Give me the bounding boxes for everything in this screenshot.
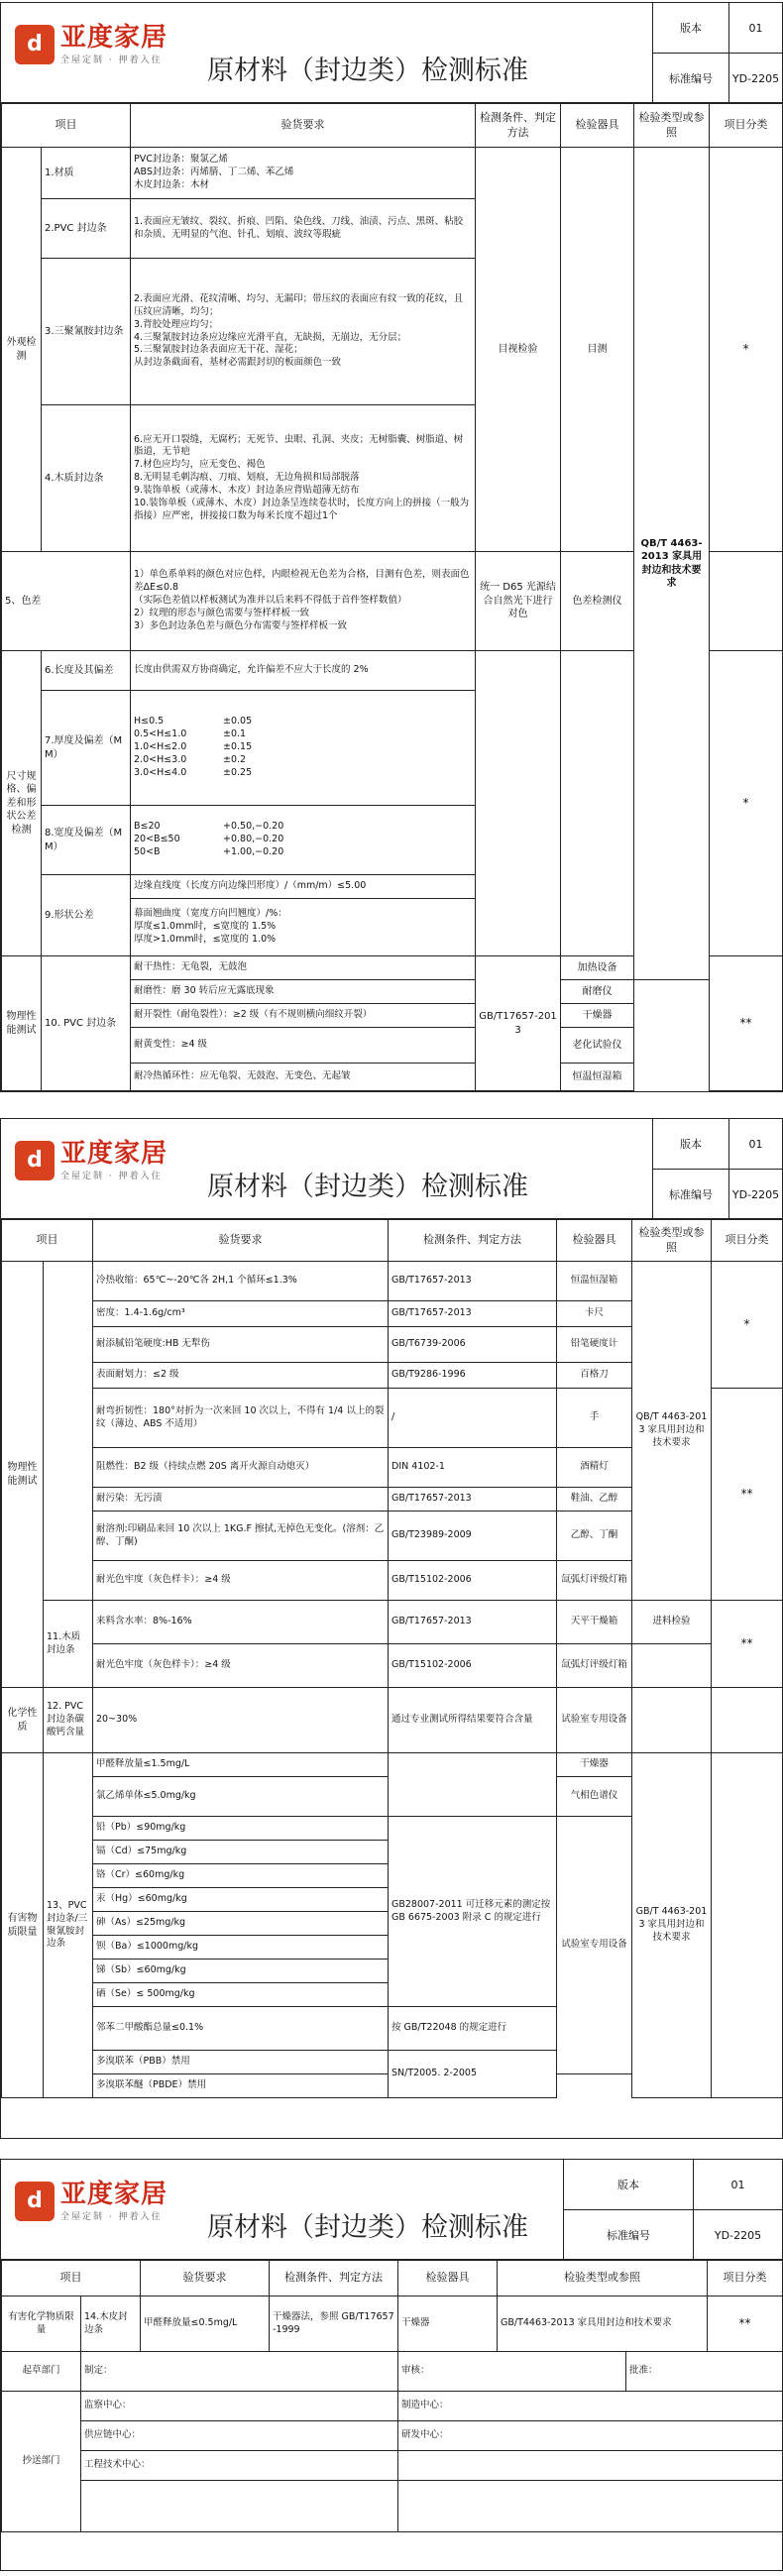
class-size: * <box>710 651 783 956</box>
req-thermal-cycle: 耐冷热循环性：应无龟裂、无鼓泡、无变色、无起皱 <box>131 1064 476 1091</box>
class-appearance: * <box>710 148 783 552</box>
table-row <box>2 1601 783 1644</box>
company-logo <box>15 2180 168 2222</box>
tolerance-line: 50<B +1.00,−0.20 <box>134 845 284 857</box>
signoff-row <box>2 2352 783 2392</box>
tool-solvent: 乙醇、丁酮 <box>557 1512 632 1561</box>
tool-formaldehyde: 干燥器 <box>557 1753 632 1777</box>
method-phthalate: 按 GB/T22048 的规定进行 <box>389 2007 557 2051</box>
tolerance-line: H≤0.5 ±0.05 <box>134 716 253 728</box>
col-header-class: 项目分类 <box>708 2261 783 2296</box>
col-header-reference: 检验类型或参照 <box>498 2261 708 2296</box>
col-header-method: 检测条件、判定方法 <box>270 2261 398 2296</box>
req-shape-edge: 边缘直线度（长度方向边缘凹形度）/（mm/m）≤5.00 <box>131 875 476 899</box>
req-veneer-formaldehyde: 甲醛释放量≤0.5mg/L <box>141 2296 270 2352</box>
tool-veneer: 干燥器 <box>398 2296 498 2352</box>
version-label: 版本 <box>653 3 729 53</box>
req-length: 长度由供需双方协商确定，允许偏差不应大于长度的 2% <box>131 651 476 691</box>
req-antimony: 锑（Sb）≤60mg/kg <box>93 1960 389 1983</box>
table-row <box>2 1262 783 1301</box>
col-header-reference: 检验类型或参照 <box>634 104 710 148</box>
item-wood: 4.木质封边条 <box>42 405 131 552</box>
document-title: 原材料（封边类）检测标准 <box>207 1172 528 1202</box>
reference-veneer: GB/T4463-2013 家具用封边和技术要求 <box>498 2296 708 2352</box>
col-header-item: 项目 <box>2 104 131 148</box>
document-title: 原材料（封边类）检测标准 <box>207 56 528 86</box>
manufacturing-center-field[interactable]: 制造中心： <box>398 2392 783 2421</box>
table-row <box>2 1644 783 1688</box>
document-title: 原材料（封边类）检测标准 <box>207 2212 528 2243</box>
supervision-center-field[interactable]: 监察中心： <box>81 2392 398 2421</box>
item-melamine: 3.三聚氰胺封边条 <box>42 259 131 405</box>
rnd-center-field[interactable]: 研发中心： <box>398 2421 783 2451</box>
tool-wear: 耐磨仪 <box>561 980 634 1004</box>
req-mercury: 汞（Hg）≤60mg/kg <box>93 1888 389 1912</box>
distribution-row <box>2 2392 783 2421</box>
version-value: 01 <box>730 2178 745 2191</box>
req-pencil: 耐添腻铅笔硬度:HB 无犁伤 <box>93 1327 389 1363</box>
req-wood-lightfast: 耐光色牢度（灰色样卡）：≥4 级 <box>93 1644 389 1688</box>
req-pbde: 多溴联苯醚（PBDE）禁用 <box>93 2074 389 2098</box>
req-scratch: 表面耐划力：≤2 级 <box>93 1363 389 1389</box>
standard-page-2 <box>0 1118 783 2139</box>
category-toxic: 有害物质限量 <box>2 1753 44 2098</box>
distribution-dept-label: 抄送部门 <box>2 2392 81 2532</box>
item-color: 5、色差 <box>2 552 131 651</box>
tool-wood-lightfast: 氙弧灯评级灯箱 <box>557 1644 632 1688</box>
standard-table-1 <box>1 103 783 1091</box>
method-pb: SN/T2005. 2-2005 <box>389 2051 557 2098</box>
col-header-class: 项目分类 <box>710 104 783 148</box>
table-header-row <box>2 104 783 148</box>
company-logo <box>15 23 168 65</box>
req-bend: 耐弯折韧性：180°对折为一次来回 10 次以上，不得有 1/4 以上的裂纹（薄边、ABS 不适用） <box>93 1389 389 1448</box>
tool-lab: 试验室专用设备 <box>557 1817 632 2074</box>
category-size: 尺寸规格、偏差和形状公差检测 <box>2 651 42 956</box>
tolerance-line: 0.5<H≤1.0 ±0.1 <box>134 728 247 740</box>
version-label: 版本 <box>653 1119 729 1169</box>
category-appearance: 外观检测 <box>2 148 42 552</box>
logo-name: 亚度家居 <box>60 2180 168 2209</box>
tool-bend: 手 <box>557 1389 632 1448</box>
item-veneer-edge: 14.木皮封边条 <box>81 2296 141 2352</box>
tool-shrink: 恒温恒湿箱 <box>557 1262 632 1301</box>
category-physical: 物理性能测试 <box>2 956 42 1091</box>
method-density: GB/T17657-2013 <box>389 1301 557 1327</box>
page-header <box>1 3 782 103</box>
standard-table-2 <box>1 1219 783 2098</box>
req-arsenic: 砷（As）≤25mg/kg <box>93 1912 389 1936</box>
req-melamine: 2.表面应光滑、花纹清晰、均匀、无漏印；带压纹的表面应有纹一致的花纹，且压纹应清晰，均匀； 3.背胶处理应均匀； 4.三聚氰胺封边条应边缘应光滑平直，无缺损，无崩边，无分层； 5.三聚氰胺封边条表面应无干花、湿花； 从封边条截面看，基材必需跟封切的板面颜色一致 <box>131 259 476 405</box>
col-header-tool: 检验器具 <box>561 104 634 148</box>
tool-calcium: 试验室专用设备 <box>557 1688 632 1753</box>
reviewed-by-field[interactable]: 审核： <box>398 2352 626 2392</box>
logo-icon: d <box>15 1141 55 1180</box>
logo-name: 亚度家居 <box>60 1139 168 1169</box>
class-veneer: ** <box>708 2296 783 2352</box>
version-value: 01 <box>748 21 763 35</box>
tool-aging: 老化试验仪 <box>561 1028 634 1064</box>
req-shrink: 冷热收缩：65℃~-20℃各 2H,1 个循环≤1.3% <box>93 1262 389 1301</box>
method-flame: DIN 4102-1 <box>389 1448 557 1488</box>
req-formaldehyde: 甲醛释放量≤1.5mg/L <box>93 1753 389 1777</box>
method-solvent: GB/T23989-2009 <box>389 1512 557 1561</box>
standard-table-3 <box>1 2260 783 2532</box>
tool-lightfast: 氙弧灯评级灯箱 <box>557 1561 632 1601</box>
reference-incoming: 进料检验 <box>632 1601 712 1644</box>
table-row <box>2 1688 783 1753</box>
class-physical-a: * <box>712 1262 783 1389</box>
req-pbb: 多溴联苯（PBB）禁用 <box>93 2051 389 2074</box>
table-row <box>2 148 783 199</box>
item-toxic: 13、PVC 封边条/三聚氰胺封边条 <box>44 1753 93 2098</box>
page-header <box>1 2160 782 2260</box>
method-calcium: 通过专业测试所得结果要符合含量 <box>389 1688 557 1753</box>
req-material: PVC封边条：聚氯乙烯 ABS封边条：丙烯腈、丁二烯、苯乙烯 木皮封边条：木材 <box>131 148 476 199</box>
header-meta <box>652 3 782 102</box>
standard-page-1 <box>0 2 783 1092</box>
req-lead: 铅（Pb）≤90mg/kg <box>93 1817 389 1841</box>
item-length: 6.长度及其偏差 <box>42 651 131 691</box>
category-chemical: 化学性质 <box>2 1688 44 1753</box>
item-material: 1.材质 <box>42 148 131 199</box>
req-wear: 耐磨性：磨 30 转后应无露底现象 <box>131 980 476 1004</box>
col-header-tool: 检验器具 <box>557 1220 632 1262</box>
standard-page-3 <box>0 2159 783 2571</box>
tool-flame: 酒精灯 <box>557 1448 632 1488</box>
req-flame: 阻燃性：B2 级（持续点燃 20S 离开火源自动熄灭） <box>93 1448 389 1488</box>
reference-standard: QB/T 4463-2013 家具用封边和技术要求 <box>632 1262 712 1601</box>
engineering-center-field[interactable]: 工程技术中心： <box>81 2451 398 2481</box>
req-pvc: 1.表面应无皱纹、裂纹、折痕、凹陷、染色线、刀线、油渍、污点、黑斑、粘胶和杂质、无明显的气泡、针孔、划痕、波纹等瑕疵 <box>131 199 476 259</box>
col-header-item: 项目 <box>2 2261 141 2296</box>
req-selenium: 硒（Se）≤ 500mg/kg <box>93 1983 389 2007</box>
category-harmful: 有害化学物质限量 <box>2 2296 81 2352</box>
tool-stain: 鞋油、乙醇 <box>557 1488 632 1512</box>
method-visual: 目视检验 <box>476 148 561 552</box>
page-header <box>1 1119 782 1219</box>
req-phthalate: 邻苯二甲酸酯总量≤0.1% <box>93 2007 389 2051</box>
col-header-reference: 检验类型或参照 <box>632 1220 712 1262</box>
tool-caliper <box>561 651 634 956</box>
req-wood: 6.应无开口裂缝，无腐朽；无死节、虫眼、孔洞、夹皮；无树脂囊、树脂道、树脂道，无节疤 7.材色应均匀，应无变色、褐色 8.无明显毛刺沟痕、刀痕、划痕，无边角损和局部脱落 9.装饰单板（或薄木、木皮）封边条应背贴超薄无纺布 10.装饰单板（或薄木、木皮）封边条呈连续卷状时，长度方向上的拼接（一般为指接）应严密，拼接接口数为每米长度不超过1个 <box>131 405 476 552</box>
class-physical: ** <box>710 956 783 1091</box>
req-shape-warp: 幕面翘曲度（宽度方向凹翘度）/%： 厚度≤1.0mm时，≤宽度的 1.5% 厚度>1.0mm时，≤宽度的 1.0% <box>131 899 476 956</box>
drafted-by-field[interactable]: 制定： <box>81 2352 398 2392</box>
tool-vinyl-chloride: 气相色谱仪 <box>557 1777 632 1817</box>
tool-color: 色差检测仪 <box>561 552 634 651</box>
distribution-row <box>2 2481 783 2532</box>
item-calcium: 12. PVC 封边条碳酸钙含量 <box>44 1688 93 1753</box>
req-moisture: 来料含水率：8%-16% <box>93 1601 389 1644</box>
method-shrink: GB/T17657-2013 <box>389 1262 557 1301</box>
req-yellowing: 耐黄变性：≥4 级 <box>131 1028 476 1064</box>
company-logo <box>15 1139 168 1181</box>
supply-chain-center-field[interactable]: 供应链中心： <box>81 2421 398 2451</box>
tolerance-line: 20<B≤50 +0.80,−0.20 <box>134 834 284 845</box>
code-value: YD-2205 <box>731 1187 780 1201</box>
col-header-item: 项目 <box>2 1220 93 1262</box>
version-value: 01 <box>748 1137 763 1151</box>
req-density: 密度：1.4-1.6g/cm³ <box>93 1301 389 1327</box>
req-crack: 耐开裂性（耐龟裂性）：≥2 级（有不规则横向细纹开裂） <box>131 1004 476 1028</box>
logo-name: 亚度家居 <box>60 23 168 53</box>
tolerance-line: B≤20 +0.50,−0.20 <box>134 821 284 833</box>
req-lightfast: 耐光色牢度（灰色样卡）：≥4 级 <box>93 1561 389 1601</box>
tool-dryer: 干燥器 <box>561 1004 634 1028</box>
item-thickness: 7.厚度及偏差（MM） <box>42 691 131 806</box>
req-vinyl-chloride: 氯乙烯单体≤5.0mg/kg <box>93 1777 389 1817</box>
req-chromium: 铬（Cr）≤60mg/kg <box>93 1864 389 1888</box>
method-stain: GB/T17657-2013 <box>389 1488 557 1512</box>
code-value: YD-2205 <box>731 71 780 85</box>
req-stain: 耐污染：无污渍 <box>93 1488 389 1512</box>
logo-slogan: 全屋定制 · 押着入住 <box>60 1172 163 1181</box>
req-barium: 钡（Ba）≤1000mg/kg <box>93 1936 389 1960</box>
req-color: 1）单色系单料的颜色对应色样，内眼检视无色差为合格，目测有色差，则表面色差ΔE≤0.8 （实际色差值以样板测试为准并以后来料不得低于首件签样数值） 2）纹理的形态与颜色需要与签样样板一致 3）多色封边条色差与颜色分布需要与签样样板一致 <box>131 552 476 651</box>
method-measure <box>476 651 561 956</box>
tool-pencil: 铅笔硬度计 <box>557 1327 632 1363</box>
code-label: 标准编号 <box>653 1170 729 1219</box>
table-header-row <box>2 2261 783 2296</box>
tolerance-line: 2.0<H≤3.0 ±0.2 <box>134 753 247 765</box>
logo-icon: d <box>15 25 55 64</box>
req-width <box>131 806 476 875</box>
item-pvc: 2.PVC 封边条 <box>42 199 131 259</box>
method-bend: / <box>389 1389 557 1448</box>
item-shape: 9.形状公差 <box>42 875 131 956</box>
tolerance-line: 1.0<H≤2.0 ±0.15 <box>134 741 253 753</box>
method-pencil: GB/T6739-2006 <box>389 1327 557 1363</box>
distribution-row <box>2 2421 783 2451</box>
col-header-class: 项目分类 <box>712 1220 783 1262</box>
req-calcium: 20~30% <box>93 1688 389 1753</box>
table-row <box>2 2296 783 2352</box>
col-header-method: 检测条件、判定方法 <box>476 104 561 148</box>
tool-heater: 加热设备 <box>561 956 634 980</box>
reference-standard-2: GB/T 4463-2013 家具用封边和技术要求 <box>632 1753 712 2098</box>
method-physical: GB/T17657-2013 <box>476 956 561 1091</box>
logo-icon: d <box>15 2182 55 2221</box>
col-header-method: 检测条件、判定方法 <box>389 1220 557 1262</box>
approved-by-field[interactable]: 批准： <box>626 2352 783 2392</box>
col-header-requirement: 验货要求 <box>131 104 476 148</box>
tool-visual: 目测 <box>561 148 634 552</box>
version-label: 版本 <box>564 2160 694 2209</box>
method-moisture: GB/T17657-2013 <box>389 1601 557 1644</box>
tool-scratch: 百格刀 <box>557 1363 632 1389</box>
distribution-row <box>2 2451 783 2481</box>
category-physical: 物理性能测试 <box>2 1262 44 1688</box>
table-row <box>2 1753 783 1777</box>
code-label: 标准编号 <box>653 54 729 103</box>
col-header-requirement: 验货要求 <box>93 1220 389 1262</box>
reference-standard: QB/T 4463-2013 家具用封边和技术要求 <box>634 148 710 980</box>
col-header-tool: 检验器具 <box>398 2261 498 2296</box>
header-meta <box>563 2160 782 2259</box>
req-dry-heat: 耐干热性：无龟裂，无鼓泡 <box>131 956 476 980</box>
drafting-dept-label: 起草部门 <box>2 2352 81 2392</box>
method-scratch: GB/T9286-1996 <box>389 1363 557 1389</box>
code-value: YD-2205 <box>714 2228 762 2242</box>
item-width: 8.宽度及偏差（MM） <box>42 806 131 875</box>
method-heavy-metals: GB28007-2011 可迁移元素的测定按 GB 6675-2003 附录 C 的规定进行 <box>389 1817 557 2007</box>
method-color: 统一 D65 光源结合自然光下进行对色 <box>476 552 561 651</box>
req-solvent: 耐溶剂:印刷品来回 10 次以上 1KG.F 擦拭,无掉色无变化。(溶剂：乙醇、丁酮) <box>93 1512 389 1561</box>
tool-moisture: 天平干燥箱 <box>557 1601 632 1644</box>
logo-slogan: 全屋定制 · 押着入住 <box>60 56 163 65</box>
header-meta <box>652 1119 782 1218</box>
col-header-requirement: 验货要求 <box>141 2261 270 2296</box>
tool-humidity-box: 恒温恒湿箱 <box>561 1064 634 1091</box>
item-wood-edge: 11.木质封边条 <box>44 1601 93 1688</box>
tolerance-line: 3.0<H≤4.0 ±0.25 <box>134 766 253 778</box>
method-veneer: 干燥器法，参照 GB/T17657-1999 <box>270 2296 398 2352</box>
class-physical-b: ** <box>712 1389 783 1601</box>
req-cadmium: 镉（Cd）≤75mg/kg <box>93 1841 389 1864</box>
code-label: 标准编号 <box>564 2210 694 2260</box>
class-wood: ** <box>712 1601 783 1688</box>
logo-slogan: 全屋定制 · 押着入住 <box>60 2212 163 2222</box>
table-header-row <box>2 1220 783 1262</box>
method-lightfast: GB/T15102-2006 <box>389 1561 557 1601</box>
item-pvc-physical: 10. PVC 封边条 <box>42 956 131 1091</box>
req-thickness <box>131 691 476 806</box>
tool-density: 卡尺 <box>557 1301 632 1327</box>
method-wood-lightfast: GB/T15102-2006 <box>389 1644 557 1688</box>
